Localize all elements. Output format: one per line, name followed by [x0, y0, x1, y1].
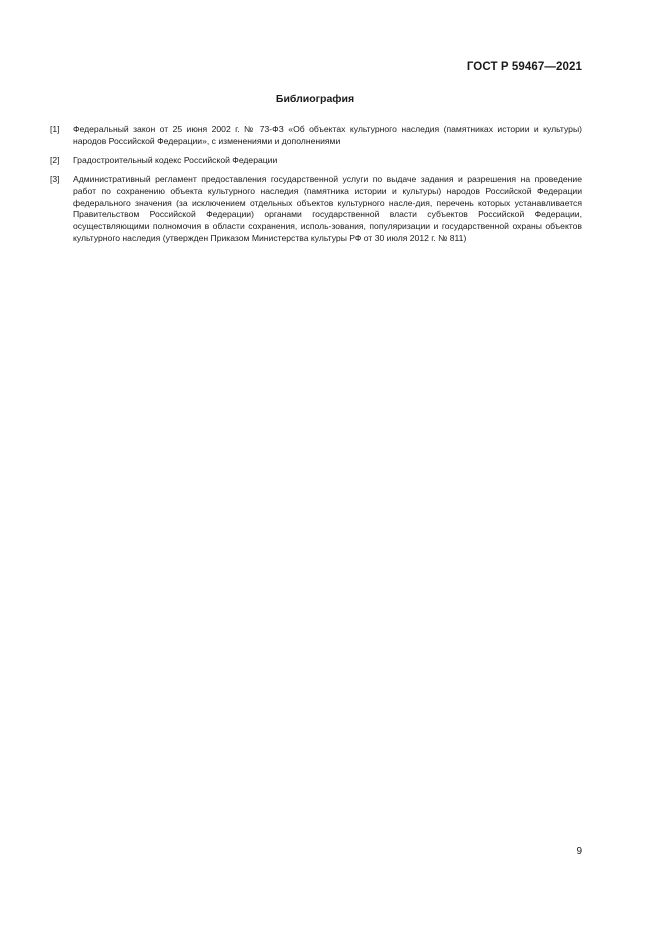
bibliography-item-number: [3] — [50, 173, 60, 184]
bibliography-item — [50, 174, 582, 245]
bibliography-item-number: [1] — [50, 124, 60, 134]
bibliography-item-text: Административный регламент предоставления государственной услуги по выдаче задания и разрешения на проведение работ по сохранению объекта культурного наследия (памятника истории и культуры) народов Российской Федерации федерального значения (за исключением отдельных объектов культурного насле-дия, перечень которых устанавливается Правительством Российской Федерации) органами государственной власти субъектов Российской Федерации, осуществляющими полномочия в области сохранения, исполь-зования, популяризации и государственной охраны объектов культурного наследия (утвержден Приказом Министерства культуры РФ от 30 июля 2012 г. № 811) — [73, 173, 582, 244]
bibliography-item-text: Градостроительный кодекс Российской Федерации — [73, 154, 278, 165]
page-number: 9 — [576, 846, 582, 857]
bibliography-title: Библиография — [275, 93, 355, 105]
bibliography-item — [50, 155, 582, 167]
document-code: ГОСТ Р 59467—2021 — [466, 61, 582, 73]
bibliography-item-text: Федеральный закон от 25 июня 2002 г. № 73-ФЗ «Об объектах культурного наследия (памятниках истории и культуры) народов Российской Федерации», с изменениями и дополнениями — [73, 124, 582, 146]
bibliography-list — [50, 124, 582, 252]
bibliography-item — [50, 124, 582, 148]
bibliography-item-number: [2] — [50, 154, 60, 165]
